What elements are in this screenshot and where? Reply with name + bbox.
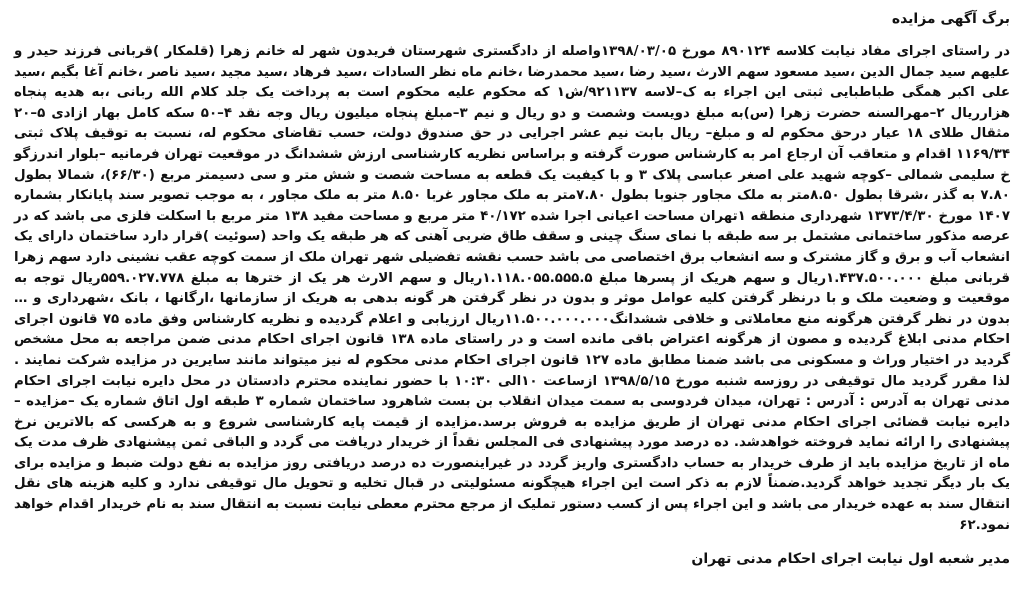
notice-signature: مدیر شعبه اول نیابت اجرای احکام مدنی تهران — [691, 551, 1010, 568]
notice-body: در راستای اجرای مفاد نیابت کلاسه ۸۹۰۱۲۴ مورخ ۱۳۹۸/۰۳/۰۵واصله از دادگستری شهرستان فریدون شهر له خانم زهرا (قلمکار )قربانی فرزند حیدر و علیهم سید جمال الدین ،سید مسعود سهم الارث ،سید رضا ،سید محمدرضا ،خانم ماه نظر السادات ،سید فرهاد ،سید مجید ،سید ناصر ،خانم آغا بگیم ،سید علی اکبر همگی طباطبایی ثبتی این اجراء به ک–لاسه ۹۲۱۱۳۷/ش۱ که محکوم علیه محکوم است به پرداخت یک جلد کلام الله ربانی ،به هدیه پنجاه هزارریال ۲–مهرالسنه حضرت زهرا (س)به مبلغ دویست وشصت و دو ریال و نیم ۳–مبلغ پنجاه میلیون ریال وجه نقد ۴–۵۰ سکه کامل بهار ازادی ۵–۲۰ مثقال طلای ۱۸ عیار درحق محکوم له و مبلغ– ریال بابت نیم عشر اجرایی در حق صندوق دولت، حسب تقاضای محکوم له، نسبت به توقیف پلاک ثبتی ۱۱۶۹/۳۴ اقدام و متعاقب آن ارجاع امر به کارشناس صورت گرفته و براساس نظریه کارشناسی ارزش ششدانگ در موقعیت تهران فرمانیه –بلوار اندرزگو خ سلیمی شمالی –کوچه شهید علی اصغر عباسی پلاک ۳ و با کیفیت یک قطعه به مساحت شصت و شش متر و سی دسیمتر مربع (۶۶/۳۰)، شمالا بطول ۷.۸۰ به گذر ،شرقا بطول ۸.۵۰متر به ملک مجاور جنوبا بطول ۷.۸۰متر به ملک مجاور غربا ۸.۵۰ متر به ملک مجاور ، به موجب تصویر سند پایانکار بشماره ۱۴۰۷ مورخ ۱۳۷۳/۴/۳۰ شهرداری منطقه ۱تهران مساحت اعیانی اجرا شده ۴۰/۱۷۲ متر مربع و مساحت مفید ۱۳۸ متر مربع با اسکلت فلزی می باشد که در عرصه مذکور ساختمانی مشتمل بر سه طبقه با نمای سنگ چینی و سقف طاق ضربی آهنی که هر طبقه یک واحد (سوئیت )قرار دارد ساختمان دارای یک انشعاب آب و برق و گاز مشترک و سه انشعاب برق اختصاصی می باشد حسب نقشه تفضیلی شهر تهران ملک از سمت کوچه عقب نشینی دارد سهم زهرا قربانی مبلغ ۱.۴۳۷.۵۰۰.۰۰۰ریال و سهم هریک از پسرها مبلغ ۱.۱۱۸.۰۵۵.۵۵۵.۵ریال و سهم الارث هر یک از خترها به مبلغ ۵۵۹.۰۲۷.۷۷۸ریال توجه به موقعیت و وضعیت ملک و با درنظر گرفتن کلیه عوامل موثر و بدون در نظر گرفتن هر گونه بدهی به هریک از سازمانها ،ارگانها ، بانک ،شهرداری و … بدون در نظر گرفتن هرگونه منع معاملاتی و خلافی ششدانگ۱۱.۵۰۰.۰۰۰.۰۰۰ریال ارزیابی و اعلام گردیده و نظریه کارشناس وفق ماده ۷۵ قانون اجرای احکام مدنی ابلاغ گردیده و مصون از هرگونه اعتراض باقی مانده است و در راستای ماده ۱۳۸ قانون اجرای احکام مدنی ضمن مراجعه به محل مشخص گردید در اختیار وراث و مسکونی می باشد ضمنا مطابق ماده ۱۲۷ قانون اجرای احکام مدنی محکوم له نیز میتواند مانند سایرین در مزایده شرکت نمایند . لذا مقرر گردید مال توقیفی در روزسه شنبه مورخ ۱۳۹۸/۵/۱۵ ازساعت ۱۰الی ۱۰:۳۰ با حضور نماینده محترم دادستان در محل دایره نیابت اجرای احکام مدنی تهران به آدرس : آدرس : تهران، میدان فردوسی به سمت میدان انقلاب بن بست شاهرود ساختمان شماره ۳ طبقه اول اتاق شماره یک –مزایده – دایره نیابت قضائی اجرای احکام مدنی تهران از طریق مزایده به فروش برسد.مزایده از قیمت پایه کارشناسی شروع و به هرکسی که بالاترین نرخ پیشنهادی را ارائه نماید فروخته خواهدشد. ده درصد مورد پیشنهادی فی المجلس نقداً از خریدار دریافت می گردد و الباقی ثمن پیشنهادی ظرف مدت یک ماه از تاریخ مزایده باید از طرف خریدار به حساب دادگستری واریز گردد در غیراینصورت ده درصد دریافتی روز مزایده به نفع دولت ضبط و مزایده برای یک بار دیگر تجدید خواهد گردید.ضمناً لازم به ذکر است این اجراء هیچگونه مسئولیتی در قبال تخلیه و تحویل مال توقیفی ندارد و کلیه هزینه های نقل انتقال سند به عهده خریدار می باشد و این اجراء پس از کسب دستور تملیک از مرجع محترم معطی نیابت نسبت به انتقال سند به نام خریدار اقدام خواهد نمود.۶۲ — [14, 44, 1011, 533]
notice-title: برگ آگهی مزایده — [891, 11, 1010, 27]
